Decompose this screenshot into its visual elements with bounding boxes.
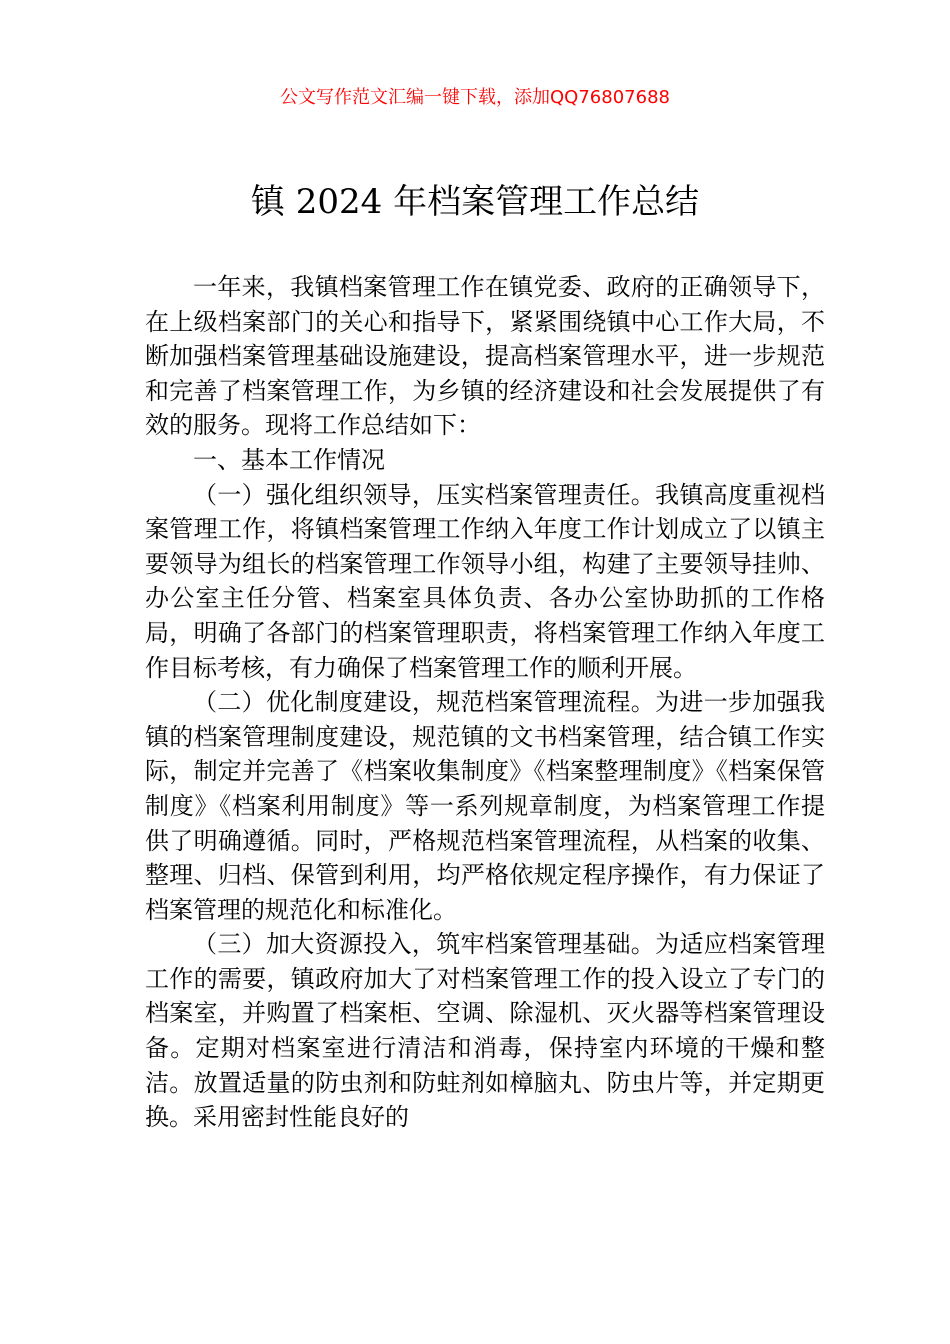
paragraph-item-2: （二）优化制度建设，规范档案管理流程。为进一步加强我镇的档案管理制度建设，规范镇的文书档案管理，结合镇工作实际，制定并完善了《档案收集制度》《档案整理制度》《档案保管制度》《档案利用制度》等一系列规章制度，为档案管理工作提供了明确遵循。同时，严格规范档案管理流程，从档案的收集、整理、归档、保管到利用，均严格依规定程序操作，有力保证了档案管理的规范化和标准化。 [145,688,825,924]
header-note: 公文写作范文汇编一键下载，添加QQ76807688 [280,87,670,108]
paragraph-intro: 一年来，我镇档案管理工作在镇党委、政府的正确领导下，在上级档案部门的关心和指导下，紧紧围绕镇中心工作大局，不断加强档案管理基础设施建设，提高档案管理水平，进一步规范和完善了档案管理工作，为乡镇的经济建设和社会发展提供了有效的服务。现将工作总结如下： [145,273,825,440]
document-body [145,270,825,1135]
paragraph-item-1: （一）强化组织领导，压实档案管理责任。我镇高度重视档案管理工作，将镇档案管理工作纳入年度工作计划成立了以镇主要领导为组长的档案管理工作领导小组，构建了主要领导挂帅、办公室主任分管、档案室具体负责、各办公室协助抓的工作格局，明确了各部门的档案管理职责，将档案管理工作纳入年度工作目标考核，有力确保了档案管理工作的顺利开展。 [145,480,825,682]
paragraph-item-3: （三）加大资源投入，筑牢档案管理基础。为适应档案管理工作的需要，镇政府加大了对档案管理工作的投入设立了专门的档案室，并购置了档案柜、空调、除湿机、灭火器等档案管理设备。定期对档案室进行清洁和消毒，保持室内环境的干燥和整洁。放置适量的防虫剂和防蛀剂如樟脑丸、防虫片等，并定期更换。采用密封性能良好的 [145,930,825,1132]
page-title: 镇 2024 年档案管理工作总结 [250,182,700,222]
section-heading: 一、基本工作情况 [193,445,385,474]
